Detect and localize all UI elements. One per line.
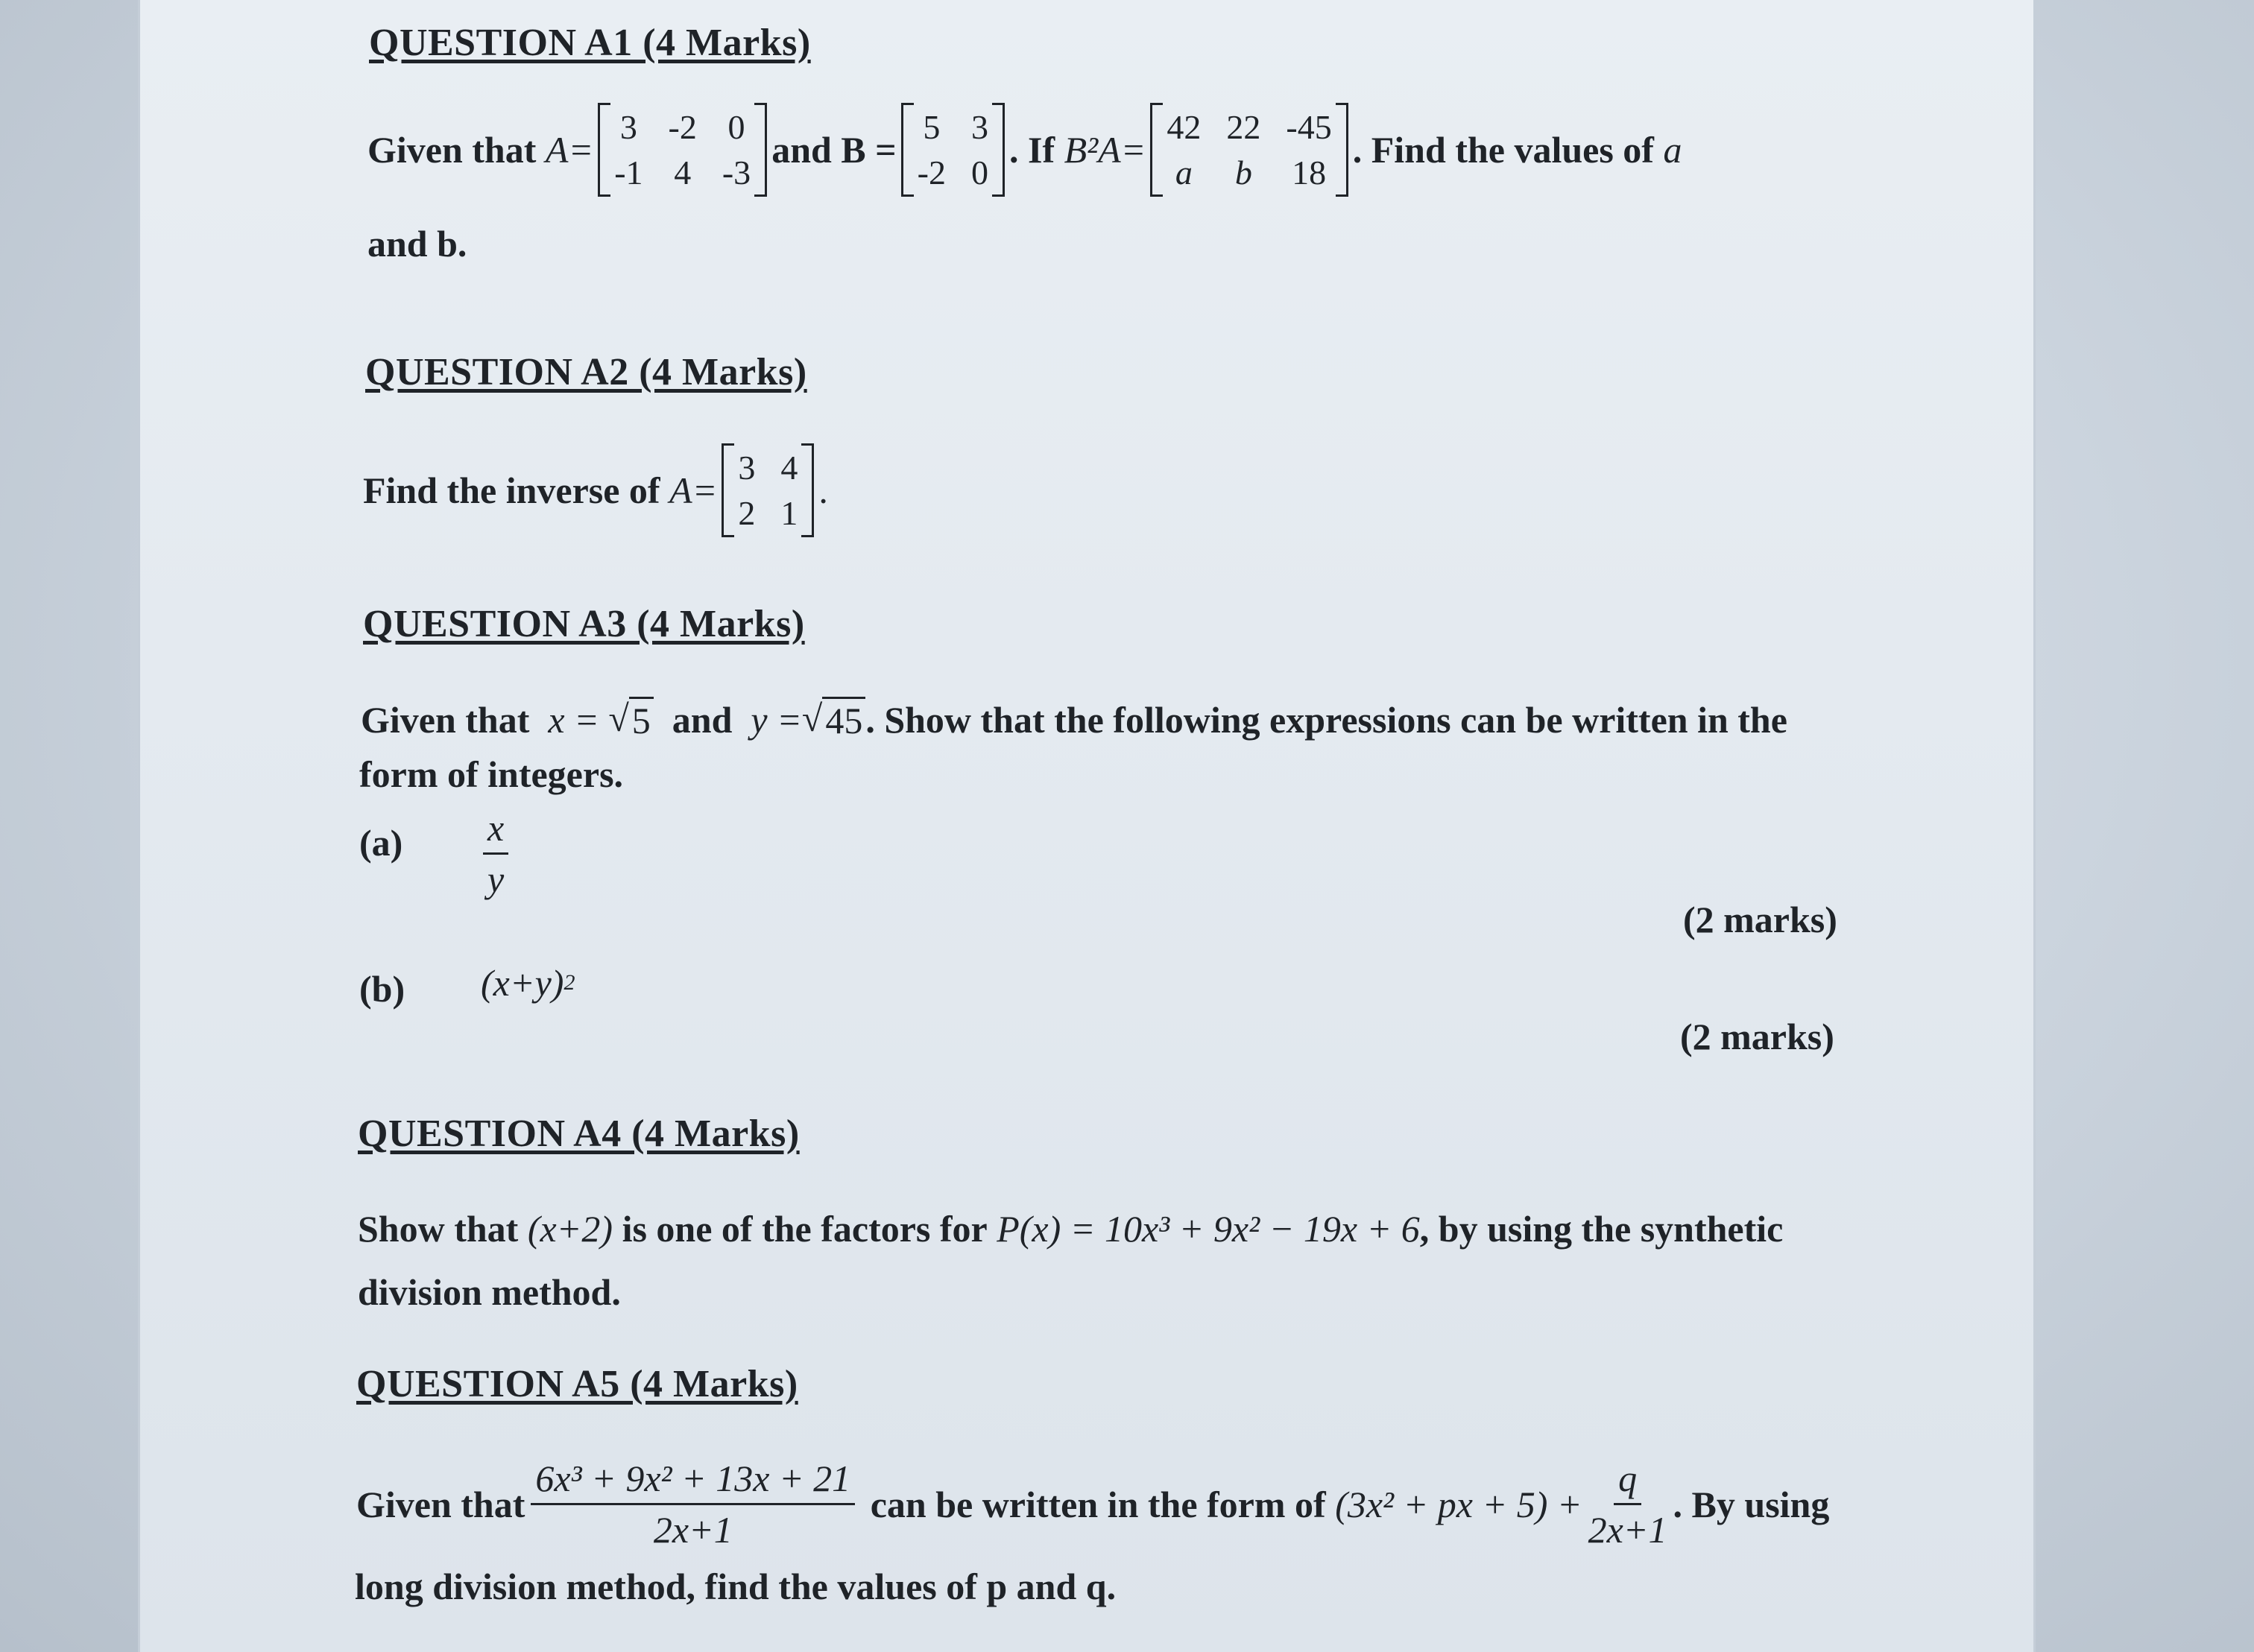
a3-sqrt-x: √ 5 [608, 697, 653, 742]
matrix-a-cell: 0 [727, 108, 745, 146]
matrix-a-cell: -2 [668, 108, 697, 146]
a5-q-den: 2x+1 [1588, 1509, 1667, 1551]
matrix-a-cell: 3 [619, 108, 637, 146]
a3-y-rad: 45 [822, 697, 865, 742]
matrix-a [598, 103, 767, 197]
a5-mid: can be written in the form of [870, 1483, 1326, 1525]
question-a5-statement [356, 1457, 1829, 1551]
matrix-result-cell: 22 [1226, 108, 1261, 146]
a3-part-b-label: (b) [359, 968, 405, 1010]
question-a3-heading: QUESTION A3 (4 Marks) [363, 603, 805, 645]
a3-given: Given that [361, 698, 530, 741]
a5-form: (3x² + px + 5) + [1335, 1483, 1582, 1525]
matrix-result-cell: b [1234, 154, 1252, 192]
matrix-a2-cell: 3 [738, 449, 756, 487]
a3-frac-num: x [483, 806, 508, 855]
a3-b-expr: (x+y) [481, 962, 564, 1004]
a3-and: and [672, 698, 733, 741]
a5-tail: . By using [1673, 1483, 1830, 1525]
a4-line2: division method. [358, 1271, 621, 1313]
a3-frac-den: y [487, 858, 505, 900]
a1-b2a-eq: B²A= [1064, 129, 1146, 171]
a1-if: . If [1008, 129, 1055, 171]
a1-and-b: and B = [771, 129, 897, 171]
a3-part-b-expr [481, 961, 575, 1004]
matrix-result [1150, 103, 1348, 197]
a3-x-rad: 5 [629, 697, 654, 742]
question-a2-heading: QUESTION A2 (4 Marks) [365, 351, 807, 393]
a5-q-fraction [1588, 1457, 1667, 1551]
a5-line2: long division method, find the values of p and q. [355, 1566, 1117, 1607]
a4-show: Show that [358, 1208, 519, 1250]
a4-tail: , by using the synthetic [1419, 1208, 1784, 1250]
a5-den: 2x+1 [653, 1509, 733, 1551]
matrix-b-cell: 3 [970, 108, 988, 146]
a5-main-fraction [531, 1457, 855, 1551]
question-a4-statement [358, 1207, 1783, 1250]
matrix-a2-cell: 1 [780, 494, 798, 532]
matrix-result-cell: 18 [1292, 154, 1327, 192]
a4-factor: (x+2) [527, 1208, 613, 1250]
a3-show: . Show that the following expressions can be written in the [865, 698, 1787, 741]
question-a5-heading: QUESTION A5 (4 Marks) [356, 1363, 798, 1405]
a2-text: Find the inverse of [363, 469, 660, 511]
question-a3-statement [361, 697, 1787, 742]
a3-line2: form of integers. [359, 753, 624, 795]
a1-var-a: a [1663, 129, 1682, 171]
a3-sqrt-y: √ 45 [802, 697, 865, 742]
matrix-b-cell: -2 [917, 154, 946, 192]
question-a1-heading: QUESTION A1 (4 Marks) [369, 22, 811, 64]
matrix-result-cell: a [1175, 154, 1193, 192]
matrix-a-cell: 4 [674, 154, 692, 192]
matrix-a2-cell: 4 [780, 449, 798, 487]
a5-given: Given that [356, 1483, 525, 1525]
matrix-b-cell: 5 [923, 108, 941, 146]
matrix-b-cell: 0 [970, 154, 988, 192]
matrix-b [901, 103, 1005, 197]
question-a4-heading: QUESTION A4 (4 Marks) [358, 1113, 800, 1155]
question-a2-statement [363, 443, 828, 537]
matrix-a-cell: -1 [614, 154, 643, 192]
a3-fraction-xy [483, 806, 508, 901]
a3-part-b-marks: (2 marks) [1680, 1016, 1834, 1057]
matrix-a-cell: -3 [722, 154, 751, 192]
a2-a-eq: A= [669, 469, 718, 511]
a1-find: . Find the values of [1352, 129, 1654, 171]
a3-b-exp: 2 [564, 970, 575, 995]
matrix-a2-cell: 2 [738, 494, 756, 532]
a4-poly: P(x) = 10x³ + 9x² − 19x + 6 [997, 1208, 1420, 1250]
a1-given: Given that [367, 129, 537, 171]
a1-and-b-line: and b. [367, 223, 467, 265]
matrix-result-cell: 42 [1167, 108, 1202, 146]
a3-part-a-label: (a) [359, 822, 403, 864]
a1-a-eq: A= [545, 129, 594, 171]
a2-dot: . [818, 469, 828, 511]
a3-y-eq: y = [751, 698, 802, 741]
matrix-result-cell: -45 [1286, 108, 1332, 146]
a5-num: 6x³ + 9x² + 13x + 21 [531, 1457, 855, 1505]
matrix-a2 [722, 443, 814, 537]
a5-q-num: q [1614, 1457, 1641, 1505]
a3-part-a-expr [477, 806, 514, 901]
question-a1-statement [367, 103, 1682, 197]
a4-mid: is one of the factors for [622, 1208, 988, 1250]
a3-part-a-marks: (2 marks) [1683, 899, 1837, 940]
a3-x-eq: x = [548, 698, 599, 741]
